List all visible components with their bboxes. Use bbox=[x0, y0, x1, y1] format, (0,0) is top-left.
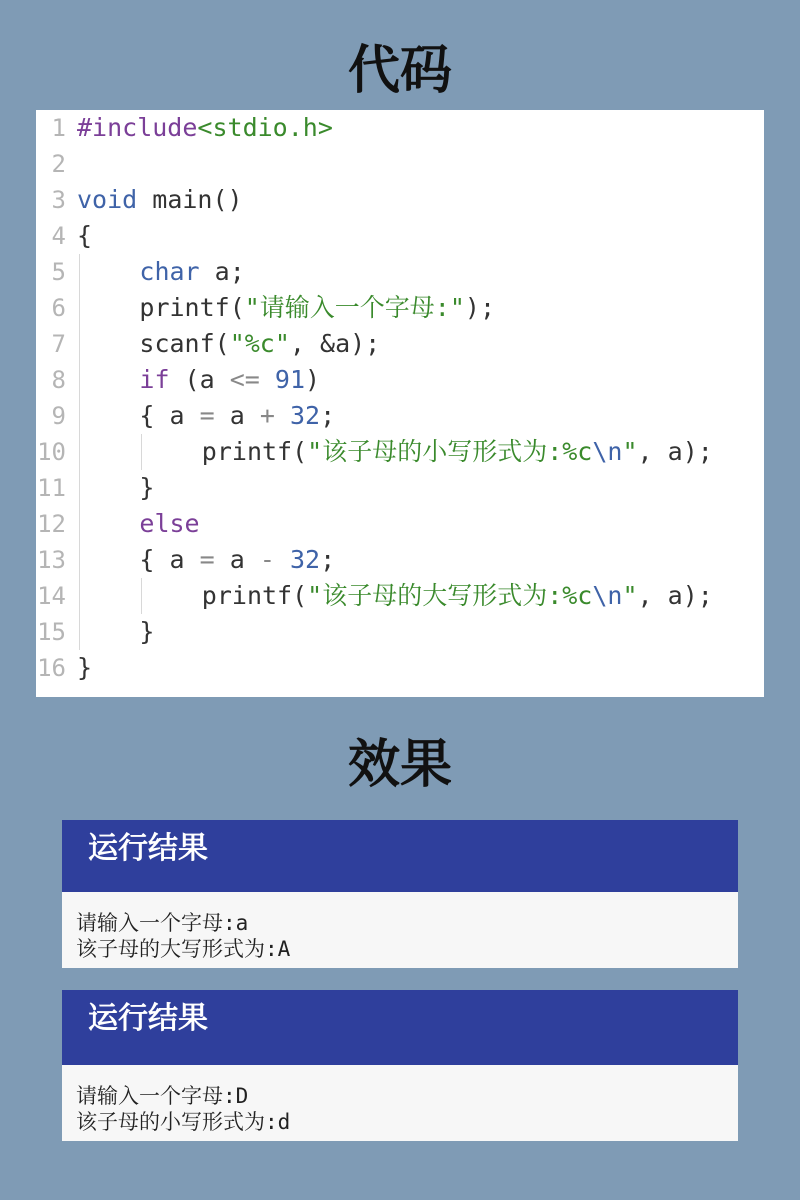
line-number: 16 bbox=[37, 654, 66, 682]
code-token: ; bbox=[320, 545, 336, 574]
code-token: ; bbox=[320, 401, 336, 430]
code-token: ); bbox=[464, 293, 496, 322]
code-token bbox=[260, 365, 275, 394]
code-text bbox=[139, 506, 199, 542]
output-line: 请输入一个字母:D bbox=[76, 1084, 249, 1108]
line-number: 5 bbox=[51, 258, 66, 286]
line-number: 6 bbox=[51, 294, 66, 322]
code-text bbox=[77, 650, 92, 686]
code-token: "该子母的小写形式为:%c bbox=[307, 437, 593, 466]
code-token: 91 bbox=[274, 365, 305, 394]
line-number: 9 bbox=[51, 402, 66, 430]
code-token: } bbox=[139, 617, 155, 646]
indent-guide bbox=[141, 578, 142, 614]
code-token: { a bbox=[139, 401, 200, 430]
code-token: (a bbox=[169, 365, 230, 394]
result-title: 运行结果 bbox=[62, 990, 738, 1065]
line-number: 2 bbox=[51, 150, 66, 178]
code-token: - bbox=[259, 545, 275, 574]
code-text bbox=[139, 470, 154, 506]
code-text bbox=[77, 182, 243, 218]
code-token: { a bbox=[139, 545, 200, 574]
result-output bbox=[62, 1065, 738, 1141]
code-token: a bbox=[214, 401, 260, 430]
indent-guide bbox=[141, 434, 142, 470]
line-number: 7 bbox=[51, 330, 66, 358]
code-token: \n bbox=[592, 581, 623, 610]
line-number: 4 bbox=[51, 222, 66, 250]
code-token: , a); bbox=[637, 437, 713, 466]
output-line: 该子母的小写形式为:d bbox=[76, 1110, 291, 1134]
line-number: 13 bbox=[37, 546, 66, 574]
code-token: "该子母的大写形式为:%c bbox=[307, 581, 593, 610]
output-line: 请输入一个字母:a bbox=[76, 911, 249, 935]
code-token: printf( bbox=[201, 437, 308, 466]
code-text bbox=[139, 614, 154, 650]
code-token: main() bbox=[137, 185, 243, 214]
code-token: a; bbox=[199, 257, 245, 286]
code-token: " bbox=[622, 581, 638, 610]
code-token: \n bbox=[592, 437, 623, 466]
line-number: 11 bbox=[37, 474, 66, 502]
line-number: 3 bbox=[51, 186, 66, 214]
code-token: 32 bbox=[289, 401, 321, 430]
code-text bbox=[139, 362, 320, 398]
code-token: printf( bbox=[201, 581, 308, 610]
code-text bbox=[139, 290, 495, 326]
code-token: " bbox=[622, 437, 638, 466]
code-token: void bbox=[77, 185, 138, 214]
result-panel bbox=[62, 990, 738, 1141]
code-heading: 代码 bbox=[347, 41, 452, 101]
code-token: #include bbox=[77, 113, 198, 142]
effect-heading: 效果 bbox=[347, 735, 452, 795]
code-token: , a); bbox=[637, 581, 713, 610]
line-number: 10 bbox=[37, 438, 66, 466]
code-token: , &a); bbox=[289, 329, 381, 358]
code-token: + bbox=[259, 401, 275, 430]
code-token bbox=[275, 401, 290, 430]
code-token: } bbox=[139, 473, 155, 502]
code-text bbox=[139, 398, 335, 434]
code-token: else bbox=[139, 509, 200, 538]
code-token: = bbox=[199, 545, 215, 574]
code-token: <stdio.h> bbox=[197, 113, 333, 142]
code-text bbox=[202, 434, 713, 470]
result-panel bbox=[62, 820, 738, 968]
indent-guide bbox=[79, 254, 80, 650]
code-token: } bbox=[77, 653, 93, 682]
code-text bbox=[139, 326, 380, 362]
code-text bbox=[77, 110, 333, 146]
line-number: 8 bbox=[51, 366, 66, 394]
code-token: { bbox=[77, 221, 93, 250]
line-number: 12 bbox=[37, 510, 66, 538]
code-token: "请输入一个字母:" bbox=[244, 293, 465, 322]
line-number: 14 bbox=[37, 582, 66, 610]
result-output bbox=[62, 892, 738, 968]
code-text bbox=[202, 578, 713, 614]
code-text bbox=[139, 254, 244, 290]
code-token: printf( bbox=[139, 293, 245, 322]
code-text bbox=[77, 218, 92, 254]
result-title: 运行结果 bbox=[62, 820, 738, 892]
output-line: 该子母的大写形式为:A bbox=[76, 937, 291, 961]
code-editor bbox=[36, 110, 764, 697]
line-number: 15 bbox=[37, 618, 66, 646]
line-number: 1 bbox=[51, 114, 66, 142]
code-token: ) bbox=[305, 365, 321, 394]
code-token: 32 bbox=[289, 545, 321, 574]
code-token: = bbox=[199, 401, 215, 430]
code-token bbox=[275, 545, 290, 574]
code-token: char bbox=[139, 257, 200, 286]
code-token: if bbox=[139, 365, 170, 394]
code-token: a bbox=[214, 545, 260, 574]
code-token: <= bbox=[229, 365, 260, 394]
code-text bbox=[139, 542, 335, 578]
code-token: scanf( bbox=[139, 329, 230, 358]
code-token: "%c" bbox=[229, 329, 290, 358]
